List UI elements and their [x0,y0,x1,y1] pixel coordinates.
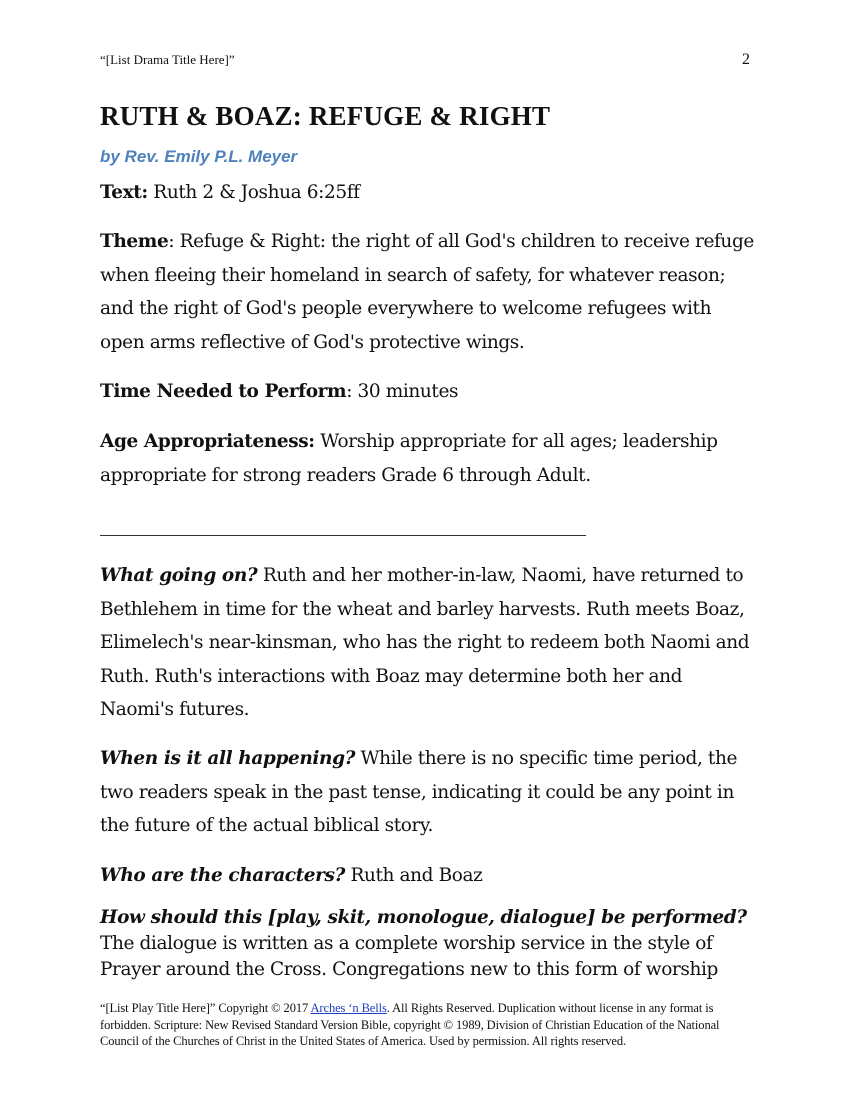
characters-paragraph [100,859,755,893]
what-going-on-paragraph [100,559,755,727]
who-value: Ruth and Boaz [344,865,483,886]
how-label: How should this [play, skit, monologue, dialogue] be performed? [100,907,747,928]
text-label: Text: [100,182,148,203]
age-paragraph [100,425,755,492]
copyright-footer [100,1000,750,1050]
theme-paragraph [100,225,755,359]
how-value: The dialogue is written as a complete worship service in the style of Prayer around the Cross. Congregations new to this form of worship [100,933,718,980]
page-number: 2 [742,51,750,68]
document-title: RUTH & BOAZ: REFUGE & RIGHT [100,101,551,131]
section-divider [100,535,586,536]
time-needed-paragraph [100,375,755,409]
performance-paragraph [100,905,755,983]
text-value: Ruth 2 & Joshua 6:25ff [147,182,360,203]
going-on-label: What going on? [100,565,258,586]
footer-suffix: . All Rights Reserved. Duplication without license in any format is forbidden. Scripture: New Revised Standard Version Bible, copyright © 1989, Division of Christian Education of the National Council of the Churches of Christ in the United States of America. Used by permission. All rights reserved. [100,1001,720,1048]
footer-prefix: “[List Play Title Here]” Copyright © 2017 [100,1001,311,1015]
arches-n-bells-link[interactable]: Arches ‘n Bells [310,1001,387,1015]
going-on-value: Ruth and her mother-in-law, Naomi, have returned to Bethlehem in time for the wheat and barley harvests. Ruth meets Boaz, Elimelech's near-kinsman, who has the right to redeem both Naomi and Ruth. Ruth's interactions with Boaz may determine both her and Naomi's futures. [100,565,750,720]
running-header-title: “[List Drama Title Here]” [100,52,235,67]
when-value: While there is no specific time period, the two readers speak in the past tense, indicating it could be any point in the future of the actual biblical story. [100,748,738,836]
age-label: Age Appropriateness: [100,431,315,452]
time-value: : 30 minutes [346,381,459,402]
age-value: Worship appropriate for all ages; leadership appropriate for strong readers Grade 6 through Adult. [100,431,718,486]
when-label: When is it all happening? [100,748,356,769]
when-paragraph [100,742,755,843]
time-label: Time Needed to Perform [100,381,347,402]
text-reference-line [100,176,755,210]
theme-value: : Refuge & Right: the right of all God's children to receive refuge when fleeing their homeland in search of safety, for whatever reason; and the right of God's people everywhere to welcome refugees with open arms reflective of God's protective wings. [100,231,754,353]
theme-label: Theme [100,231,169,252]
author-byline: by Rev. Emily P.L. Meyer [100,147,298,166]
who-label: Who are the characters? [100,865,345,886]
